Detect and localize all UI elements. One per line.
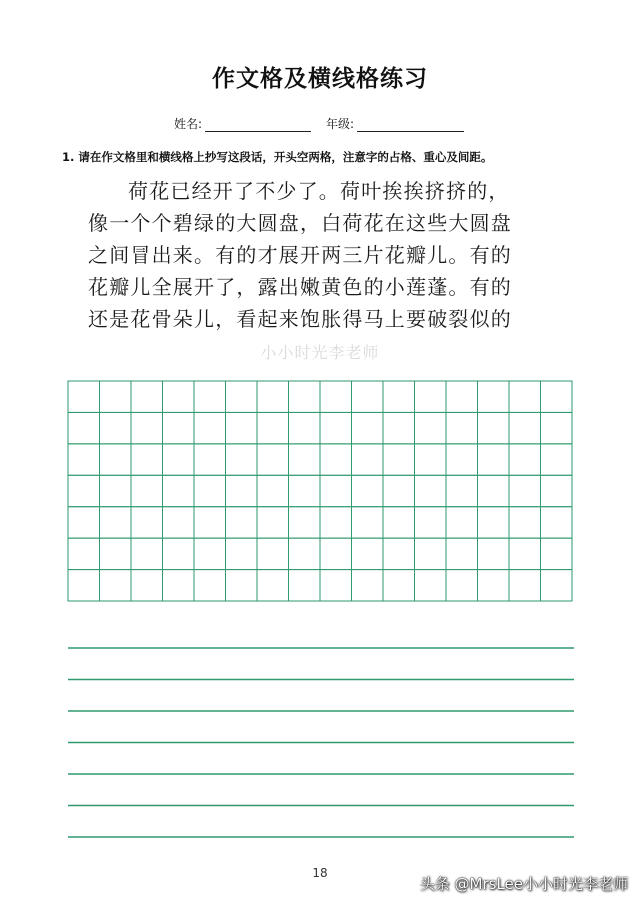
grid-cell[interactable] — [131, 570, 163, 601]
grid-cell[interactable] — [226, 412, 258, 443]
grid-cell[interactable] — [68, 381, 100, 412]
grid-cell[interactable] — [194, 570, 226, 601]
grid-cell[interactable] — [320, 507, 352, 538]
grid-cell[interactable] — [541, 444, 573, 475]
grid-cell[interactable] — [289, 381, 321, 412]
grid-cell[interactable] — [541, 381, 573, 412]
grid-cell[interactable] — [194, 381, 226, 412]
grid-cell[interactable] — [131, 381, 163, 412]
grid-cell[interactable] — [352, 444, 384, 475]
grid-cell[interactable] — [352, 381, 384, 412]
grid-cell[interactable] — [163, 538, 195, 569]
grid-cell[interactable] — [289, 507, 321, 538]
grid-cell[interactable] — [100, 381, 132, 412]
grid-cell[interactable] — [383, 475, 415, 506]
grid-cell[interactable] — [289, 538, 321, 569]
grid-cell[interactable] — [289, 570, 321, 601]
passage-line: 之间冒出来。有的才展开两三片花瓣儿。有的 — [88, 243, 512, 267]
grid-cell[interactable] — [509, 412, 541, 443]
grid-cell[interactable] — [257, 507, 289, 538]
grid-cell[interactable] — [415, 507, 447, 538]
grid-cell[interactable] — [383, 570, 415, 601]
grid-cell[interactable] — [163, 475, 195, 506]
grid-cell[interactable] — [352, 507, 384, 538]
grid-cell[interactable] — [478, 507, 510, 538]
grid-cell[interactable] — [446, 538, 478, 569]
grid-cell[interactable] — [131, 444, 163, 475]
grid-cell[interactable] — [289, 475, 321, 506]
grid-cell[interactable] — [509, 507, 541, 538]
grid-cell[interactable] — [383, 444, 415, 475]
grid-cell[interactable] — [257, 412, 289, 443]
grid-cell[interactable] — [131, 507, 163, 538]
grid-cell[interactable] — [257, 538, 289, 569]
grid-cell[interactable] — [320, 444, 352, 475]
instruction-text: 1. 请在作文格里和横线格上抄写这段话，开头空两格，注意字的占格、重心及间距。 — [62, 150, 493, 164]
grid-cell[interactable] — [194, 507, 226, 538]
page-number: 18 — [312, 866, 328, 880]
grid-cell[interactable] — [446, 381, 478, 412]
grid-cell[interactable] — [131, 538, 163, 569]
grid-cell[interactable] — [68, 444, 100, 475]
grid-cell[interactable] — [100, 412, 132, 443]
grid-cell[interactable] — [163, 507, 195, 538]
grid-cell[interactable] — [68, 570, 100, 601]
grid-cell[interactable] — [194, 538, 226, 569]
grid-cell[interactable] — [226, 475, 258, 506]
grid-cell[interactable] — [226, 444, 258, 475]
grid-cell[interactable] — [478, 475, 510, 506]
grid-cell[interactable] — [68, 507, 100, 538]
grid-cell[interactable] — [131, 412, 163, 443]
grid-cell[interactable] — [163, 570, 195, 601]
grid-cell[interactable] — [446, 507, 478, 538]
grid-cell[interactable] — [478, 381, 510, 412]
grid-cell[interactable] — [541, 475, 573, 506]
grid-cell[interactable] — [257, 475, 289, 506]
writing-grid — [68, 381, 572, 601]
grid-cell[interactable] — [541, 538, 573, 569]
grid-cell[interactable] — [541, 412, 573, 443]
grid-cell[interactable] — [541, 570, 573, 601]
grid-cell[interactable] — [100, 538, 132, 569]
grid-cell[interactable] — [320, 538, 352, 569]
grade-label: 年级: — [326, 117, 355, 131]
grid-cell[interactable] — [446, 444, 478, 475]
grid-cell[interactable] — [352, 412, 384, 443]
grid-cell[interactable] — [100, 507, 132, 538]
grid-cell[interactable] — [478, 538, 510, 569]
grid-cell[interactable] — [415, 412, 447, 443]
grid-cell[interactable] — [226, 538, 258, 569]
grid-cell[interactable] — [352, 570, 384, 601]
grid-cell[interactable] — [446, 570, 478, 601]
grid-cell[interactable] — [257, 381, 289, 412]
name-label: 姓名: — [174, 117, 203, 131]
grid-cell[interactable] — [509, 444, 541, 475]
grid-cell[interactable] — [383, 538, 415, 569]
grid-cell[interactable] — [478, 570, 510, 601]
passage-line: 荷花已经开了不少了。荷叶挨挨挤挤的， — [128, 179, 510, 203]
grid-cell[interactable] — [68, 538, 100, 569]
grid-cell[interactable] — [131, 475, 163, 506]
grid-cell[interactable] — [163, 444, 195, 475]
source-watermark: 头条 @MrsLee小小时光李老师 — [419, 875, 628, 893]
grid-cell[interactable] — [509, 538, 541, 569]
grid-cell[interactable] — [383, 381, 415, 412]
grid-cell[interactable] — [478, 412, 510, 443]
grid-cell[interactable] — [194, 444, 226, 475]
grid-cell[interactable] — [383, 412, 415, 443]
grid-cell[interactable] — [289, 412, 321, 443]
grid-cell[interactable] — [194, 412, 226, 443]
grid-cell[interactable] — [509, 381, 541, 412]
grid-cell[interactable] — [446, 475, 478, 506]
grid-cell[interactable] — [509, 475, 541, 506]
grid-cell[interactable] — [541, 507, 573, 538]
grid-cell[interactable] — [320, 381, 352, 412]
grid-cell[interactable] — [415, 570, 447, 601]
grid-cell[interactable] — [320, 475, 352, 506]
grid-cell[interactable] — [194, 475, 226, 506]
grid-cell[interactable] — [226, 570, 258, 601]
grid-cell[interactable] — [68, 475, 100, 506]
grid-cell[interactable] — [226, 381, 258, 412]
grid-cell[interactable] — [446, 412, 478, 443]
ruled-lines — [68, 648, 574, 837]
grid-cell[interactable] — [257, 444, 289, 475]
page-title: 作文格及横线格练习 — [212, 66, 428, 92]
passage-line: 像一个个碧绿的大圆盘，白荷花在这些大圆盘 — [88, 211, 512, 235]
grid-cell[interactable] — [163, 412, 195, 443]
grid-cell[interactable] — [100, 570, 132, 601]
grid-cell[interactable] — [415, 538, 447, 569]
grid-cell[interactable] — [509, 570, 541, 601]
passage-line: 花瓣儿全展开了，露出嫩黄色的小莲蓬。有的 — [88, 275, 512, 299]
passage-line: 还是花骨朵儿，看起来饱胀得马上要破裂似的 — [88, 307, 512, 331]
grid-cell[interactable] — [383, 507, 415, 538]
grid-cell[interactable] — [478, 444, 510, 475]
watermark: 小小时光李老师 — [260, 343, 380, 362]
grid-cell[interactable] — [68, 412, 100, 443]
grid-cell[interactable] — [352, 475, 384, 506]
grid-cell[interactable] — [320, 412, 352, 443]
grid-cell[interactable] — [289, 444, 321, 475]
grid-cell[interactable] — [226, 507, 258, 538]
grid-cell[interactable] — [163, 381, 195, 412]
grid-cell[interactable] — [352, 538, 384, 569]
grid-cell[interactable] — [415, 444, 447, 475]
grid-cell[interactable] — [257, 570, 289, 601]
grid-cell[interactable] — [100, 444, 132, 475]
grid-cell[interactable] — [100, 475, 132, 506]
grid-cell[interactable] — [320, 570, 352, 601]
grid-cell[interactable] — [415, 475, 447, 506]
grid-cell[interactable] — [415, 381, 447, 412]
